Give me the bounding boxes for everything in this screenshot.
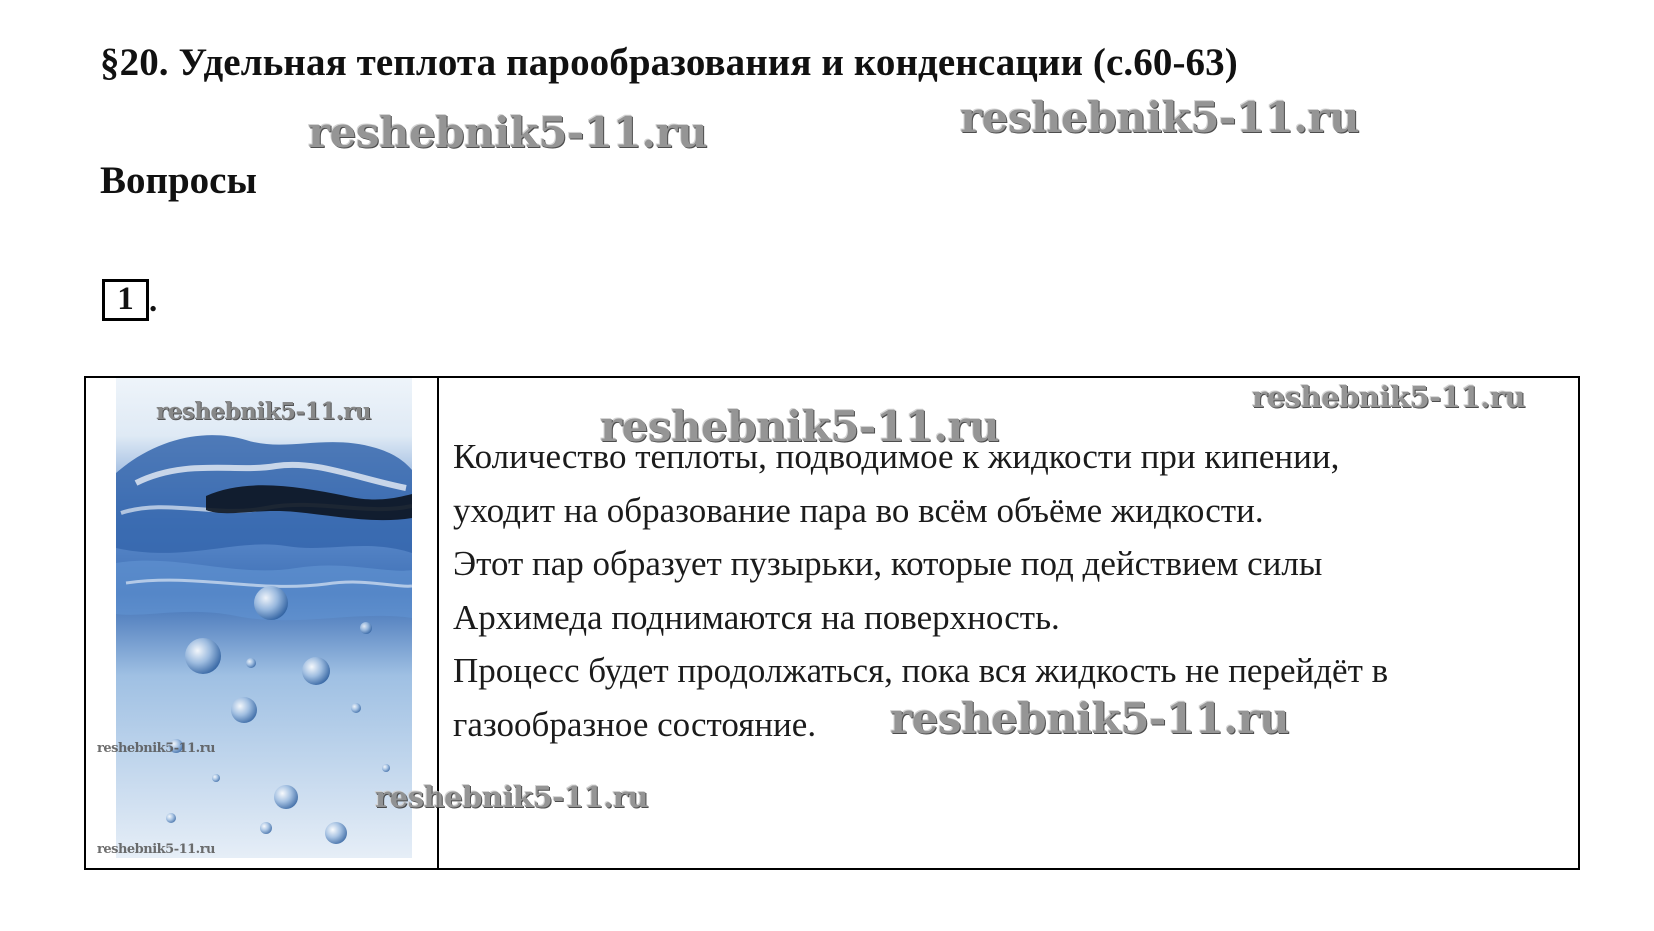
answer-line: газообразное состояние. — [453, 704, 817, 744]
section-heading: Вопросы — [100, 159, 257, 202]
answer-line: Архимеда поднимаются на поверхность. — [453, 597, 1060, 637]
page-title: §20. Удельная теплота парообразования и конденсации (с.60-63) — [100, 41, 1238, 84]
watermark: reshebnik5-11.ru — [960, 93, 1360, 142]
answer-line: уходит на образование пара во всём объёме жидкости. — [453, 490, 1264, 530]
watermark: reshebnik5-11.ru — [308, 108, 708, 157]
watermark: reshebnik5-11.ru — [97, 741, 216, 756]
answer-line: Процесс будет продолжаться, пока вся жидкость не перейдёт в — [453, 651, 1389, 690]
watermark: reshebnik5-11.ru — [375, 780, 649, 814]
water-bubbles-illustration — [116, 378, 412, 858]
answer-line: Количество теплоты, подводимое к жидкости при кипении, — [453, 437, 1340, 476]
watermark: reshebnik5-11.ru — [600, 402, 1000, 451]
question-number-box: 1 — [102, 279, 149, 321]
watermark: reshebnik5-11.ru — [156, 398, 371, 425]
watermark: reshebnik5-11.ru — [890, 694, 1290, 743]
watermark: reshebnik5-11.ru — [97, 842, 216, 857]
question-number-dot: . — [149, 283, 158, 319]
answer-line: Этот пар образует пузырьки, которые под действием силы — [453, 544, 1323, 583]
watermark: reshebnik5-11.ru — [1252, 380, 1526, 414]
